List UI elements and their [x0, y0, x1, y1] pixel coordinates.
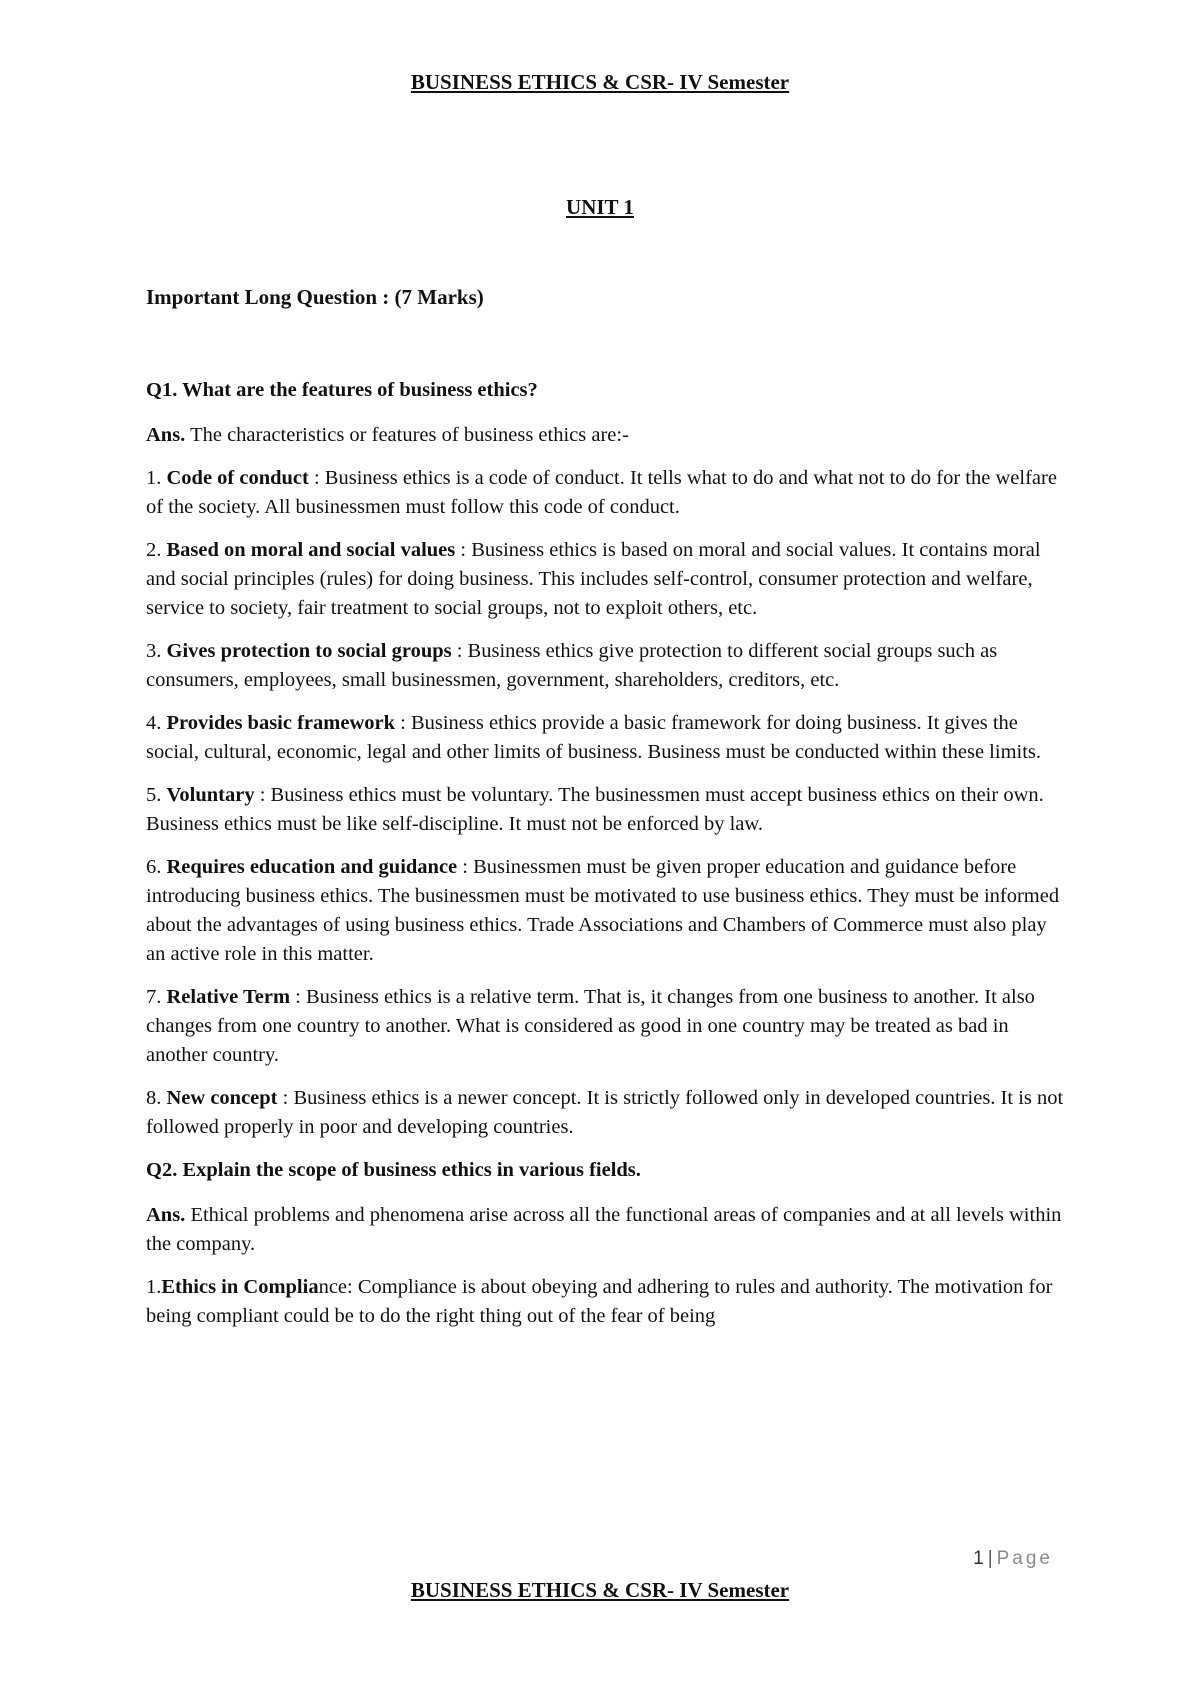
list-item [146, 781, 1066, 839]
list-item-text: : Business ethics give protection to different social groups such as consumers, employees, small businessmen, government, shareholders, creditors, etc. [146, 640, 998, 691]
list-item-term: Based on moral and social values [166, 539, 456, 561]
list-item-text: : Business ethics must be voluntary. The businessmen must accept business ethics on their own. Business ethics must be like self-discipline. It must not be enforced by law. [146, 784, 1044, 835]
list-item-number: 8. [146, 1087, 167, 1109]
answer-intro-1 [146, 421, 1066, 450]
list-item-number: 6. [146, 856, 167, 878]
list-item-term: Provides basic framework [166, 712, 396, 734]
list-item-number: 7. [146, 986, 167, 1008]
list-item-text: : Business ethics is a code of conduct. It tells what to do and what not to do for the welfare of the society. All businessmen must follow this code of conduct. [146, 467, 1057, 518]
document-body [146, 376, 1066, 1345]
list-item-text: : Business ethics provide a basic framework for doing business. It gives the social, cultural, economic, legal and other limits of business. Business must be conducted within these limits. [146, 712, 1042, 763]
answer-text: Ethical problems and phenomena arise across all the functional areas of companies and at all levels within the company. [146, 1204, 1062, 1255]
list-item-text: : Businessmen must be given proper education and guidance before introducing business ethics. The businessmen must be motivated to use business ethics. They must be informed about the advantages of using business ethics. Trade Associations and Chambers of Commerce must also play an active role in this matter. [146, 856, 1060, 965]
list-item [146, 709, 1066, 767]
list-item-term: Relative Term [166, 986, 291, 1008]
list-item [146, 1273, 1066, 1331]
answer-intro-2 [146, 1201, 1066, 1259]
list-item-number: 5. [146, 784, 167, 806]
page-number [973, 1548, 1053, 1570]
section-heading: Important Long Question : (7 Marks) [146, 285, 484, 309]
answer-label: Ans. [146, 1204, 186, 1226]
list-item-term: Ethics in Complia [161, 1276, 319, 1298]
list-item [146, 853, 1066, 969]
list-item-number: 1. [146, 1276, 162, 1298]
question-1: Q1. What are the features of business ethics? [146, 379, 538, 401]
page-number-separator: | [987, 1548, 993, 1569]
list-item-number: 1. [146, 467, 167, 489]
list-item [146, 536, 1066, 623]
page-label: Page [996, 1548, 1053, 1569]
list-item-term: Gives protection to social groups [166, 640, 452, 662]
list-item [146, 637, 1066, 695]
question-2: Q2. Explain the scope of business ethics in various fields. [146, 1159, 641, 1181]
list-item-number: 2. [146, 539, 167, 561]
list-item-text: : Business ethics is based on moral and social values. It contains moral and social principles (rules) for doing business. This includes self-control, consumer protection and welfare, service to society, fair treatment to social groups, not to exploit others, etc. [146, 539, 1041, 619]
answer-label: Ans. [146, 424, 186, 446]
list-item [146, 983, 1066, 1070]
list-item-text: nce: Compliance is about obeying and adhering to rules and authority. The motivation for being compliant could be to do the right thing out of the fear of being [146, 1276, 1053, 1327]
list-item [146, 464, 1066, 522]
list-item-term: Requires education and guidance [166, 856, 458, 878]
answer-text: The characteristics or features of business ethics are:- [185, 424, 629, 446]
list-item-text: : Business ethics is a newer concept. It is strictly followed only in developed countries. It is not followed properly in poor and developing countries. [146, 1087, 1064, 1138]
list-item-text: : Business ethics is a relative term. That is, it changes from one business to another. It also changes from one country to another. What is considered as good in one country may be treated as bad in another country. [146, 986, 1035, 1066]
list-item-term: New concept [166, 1087, 278, 1109]
list-item-number: 3. [146, 640, 167, 662]
list-item-number: 4. [146, 712, 167, 734]
list-item-term: Code of conduct [166, 467, 309, 489]
list-item [146, 1084, 1066, 1142]
list-item-term: Voluntary [166, 784, 255, 806]
unit-title: UNIT 1 [566, 195, 634, 219]
header-title: BUSINESS ETHICS & CSR- IV Semester [410, 70, 790, 94]
footer-title: BUSINESS ETHICS & CSR- IV Semester [410, 1578, 790, 1602]
page-number-value: 1 [973, 1548, 984, 1569]
